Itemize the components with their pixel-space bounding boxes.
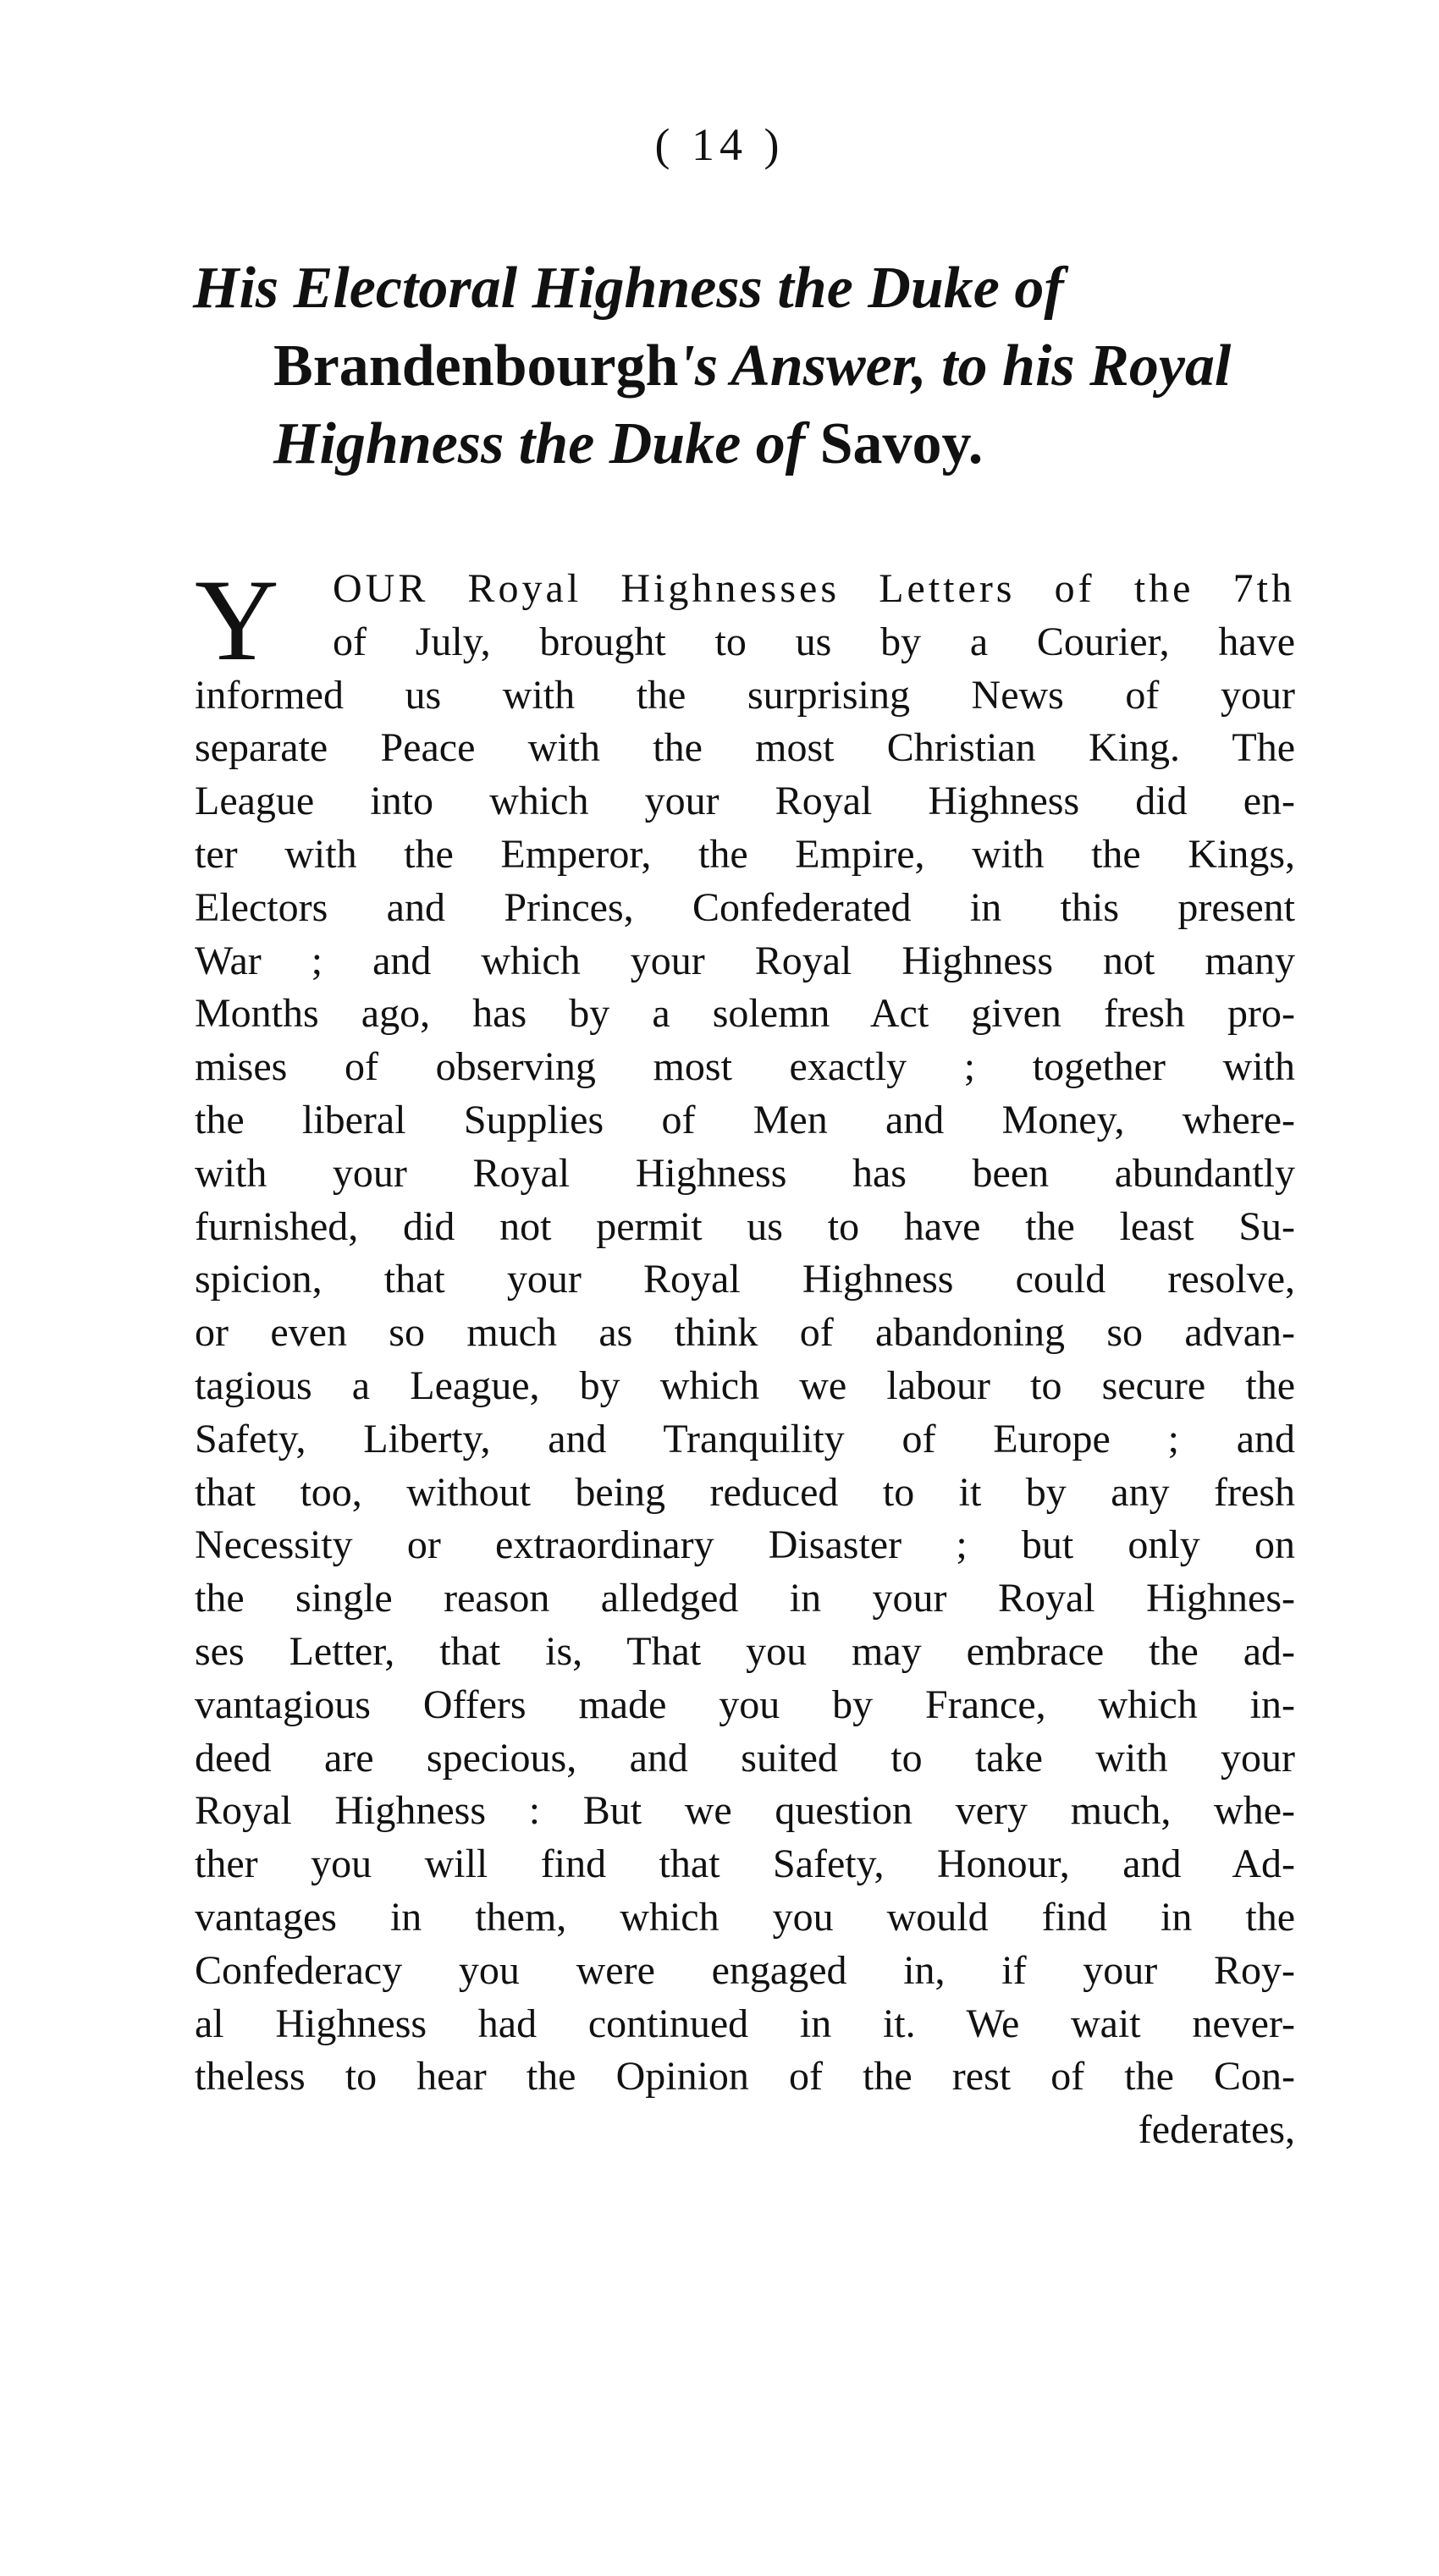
text-line: informed us with the surprising News of your xyxy=(195,672,1295,718)
heading-highness-duke: Highness the Duke of xyxy=(273,411,820,476)
text-line: ther you will find that Safety, Honour, and Ad- xyxy=(195,1841,1295,1887)
text-line: vantages in them, which you would find in the xyxy=(195,1894,1295,1940)
text-line: al Highness had continued in it. We wait never- xyxy=(195,2001,1295,2046)
catchword: federates, xyxy=(1138,2107,1295,2153)
section-heading xyxy=(193,250,1327,483)
text-line: Electors and Princes, Confederated in this present xyxy=(195,884,1295,930)
text-line: ses Letter, that is, That you may embrace the ad- xyxy=(195,1628,1295,1674)
text-line: of July, brought to us by a Courier, have xyxy=(333,619,1295,664)
text-line: Months ago, has by a solemn Act given fresh pro- xyxy=(195,991,1295,1037)
text-line: furnished, did not permit us to have the least Su- xyxy=(195,1203,1295,1249)
letter-body xyxy=(195,555,1295,2157)
text-line: the liberal Supplies of Men and Money, where- xyxy=(195,1097,1295,1142)
heading-line-3 xyxy=(193,405,1327,483)
text-line: War ; and which your Royal Highness not many xyxy=(195,938,1295,983)
text-line: mises of observing most exactly ; together with xyxy=(195,1044,1295,1090)
text-line: Safety, Liberty, and Tranquility of Europe ; and xyxy=(195,1416,1295,1461)
text-line: ter with the Emperor, the Empire, with the Kings, xyxy=(195,831,1295,877)
heading-line-2 xyxy=(193,328,1327,405)
text-line: theless to hear the Opinion of the rest of the Con- xyxy=(195,2054,1295,2100)
heading-savoy: Savoy. xyxy=(819,411,984,476)
drop-cap: Y xyxy=(195,555,279,685)
heading-brandenbourgh: Brandenbourgh xyxy=(273,333,679,399)
page-number: ( 14 ) xyxy=(654,119,785,170)
text-line: OUR Royal Highnesses Letters of the 7th xyxy=(333,566,1295,611)
text-line: the single reason alledged in your Royal Highnes- xyxy=(195,1576,1295,1621)
text-line: spicion, that your Royal Highness could resolve, xyxy=(195,1257,1295,1302)
text-line: deed are specious, and suited to take with your xyxy=(195,1735,1295,1781)
heading-line-1: His Electoral Highness the Duke of xyxy=(193,256,1064,321)
text-line: that too, without being reduced to it by any fresh xyxy=(195,1469,1295,1515)
text-line: Royal Highness : But we question very much, whe- xyxy=(195,1788,1295,1834)
text-line: Confederacy you were engaged in, if your Roy- xyxy=(195,1947,1295,1993)
text-line: with your Royal Highness has been abundantly xyxy=(195,1150,1295,1196)
text-line: vantagious Offers made you by France, which in- xyxy=(195,1682,1295,1727)
heading-answer-to: 's Answer, to his Royal xyxy=(678,333,1232,399)
text-line: separate Peace with the most Christian King. The xyxy=(195,725,1295,771)
text-line: Necessity or extraordinary Disaster ; but only on xyxy=(195,1522,1295,1568)
text-line: League into which your Royal Highness did en- xyxy=(195,779,1295,824)
text-line: tagious a League, by which we labour to secure the xyxy=(195,1362,1295,1408)
text-line: or even so much as think of abandoning so advan- xyxy=(195,1310,1295,1356)
